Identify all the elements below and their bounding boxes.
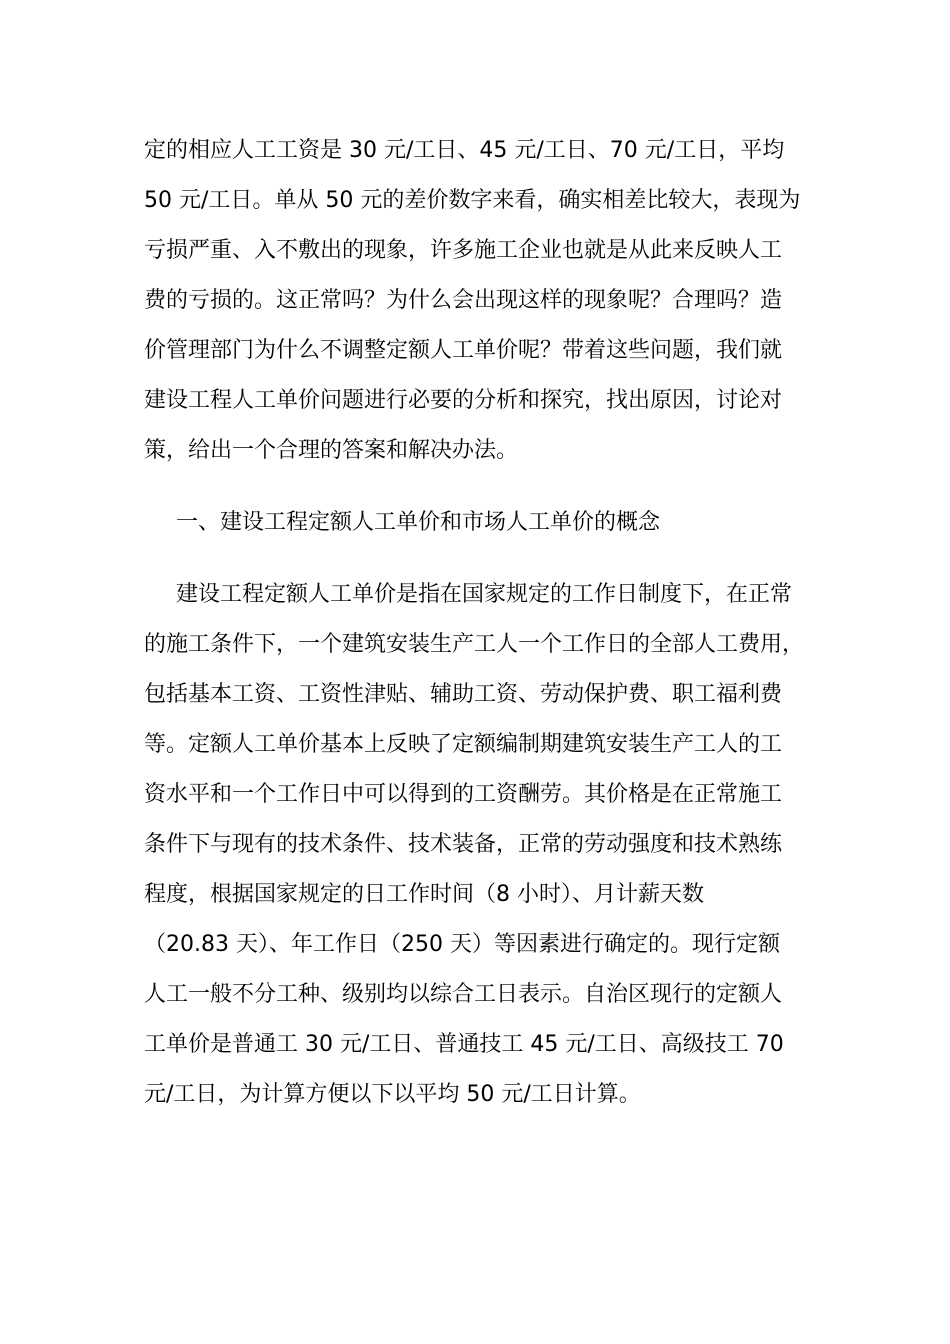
paragraph-1-line-5: 价管理部门为什么不调整定额人工单价呢？带着这些问题，我们就 bbox=[144, 338, 783, 363]
paragraph-1-line-4: 费的亏损的。这正常吗？为什么会出现这样的现象呢？合理吗？造 bbox=[144, 288, 783, 313]
paragraph-2-line-11: 元/工日，为计算方便以下以平均 50 元/工日计算。 bbox=[144, 1082, 641, 1107]
paragraph-1-line-3: 亏损严重、入不敷出的现象，许多施工企业也就是从此来反映人工 bbox=[144, 238, 783, 263]
paragraph-2-line-10: 工单价是普通工 30 元/工日、普通技工 45 元/工日、高级技工 70 bbox=[144, 1032, 784, 1057]
paragraph-1-line-7: 策，给出一个合理的答案和解决办法。 bbox=[144, 438, 519, 463]
paragraph-1-line-1: 定的相应人工工资是 30 元/工日、45 元/工日、70 元/工日，平均 bbox=[144, 138, 785, 163]
paragraph-2-line-5: 资水平和一个工作日中可以得到的工资酬劳。其价格是在正常施工 bbox=[144, 782, 783, 807]
section-heading-1: 一、建设工程定额人工单价和市场人工单价的概念 bbox=[176, 510, 661, 535]
paragraph-1-line-2: 50 元/工日。单从 50 元的差价数字来看，确实相差比较大，表现为 bbox=[144, 188, 801, 213]
paragraph-2-line-6: 条件下与现有的技术条件、技术装备，正常的劳动强度和技术熟练 bbox=[144, 832, 783, 857]
paragraph-2-line-3: 包括基本工资、工资性津贴、辅助工资、劳动保护费、职工福利费 bbox=[144, 682, 783, 707]
paragraph-2-line-8: （20.83 天）、年工作日（250 天）等因素进行确定的。现行定额 bbox=[144, 932, 780, 957]
paragraph-2-line-9: 人工一般不分工种、级别均以综合工日表示。自治区现行的定额人 bbox=[144, 982, 783, 1007]
paragraph-2-line-7: 程度，根据国家规定的日工作时间（8 小时）、月计薪天数 bbox=[144, 882, 704, 907]
paragraph-1-line-6: 建设工程人工单价问题进行必要的分析和探究，找出原因，讨论对 bbox=[144, 388, 783, 413]
paragraph-2-line-2: 的施工条件下，一个建筑安装生产工人一个工作日的全部人工费用， bbox=[144, 632, 805, 657]
paragraph-2-line-4: 等。定额人工单价基本上反映了定额编制期建筑安装生产工人的工 bbox=[144, 732, 783, 757]
paragraph-2-line-1: 建设工程定额人工单价是指在国家规定的工作日制度下，在正常 bbox=[176, 582, 793, 607]
